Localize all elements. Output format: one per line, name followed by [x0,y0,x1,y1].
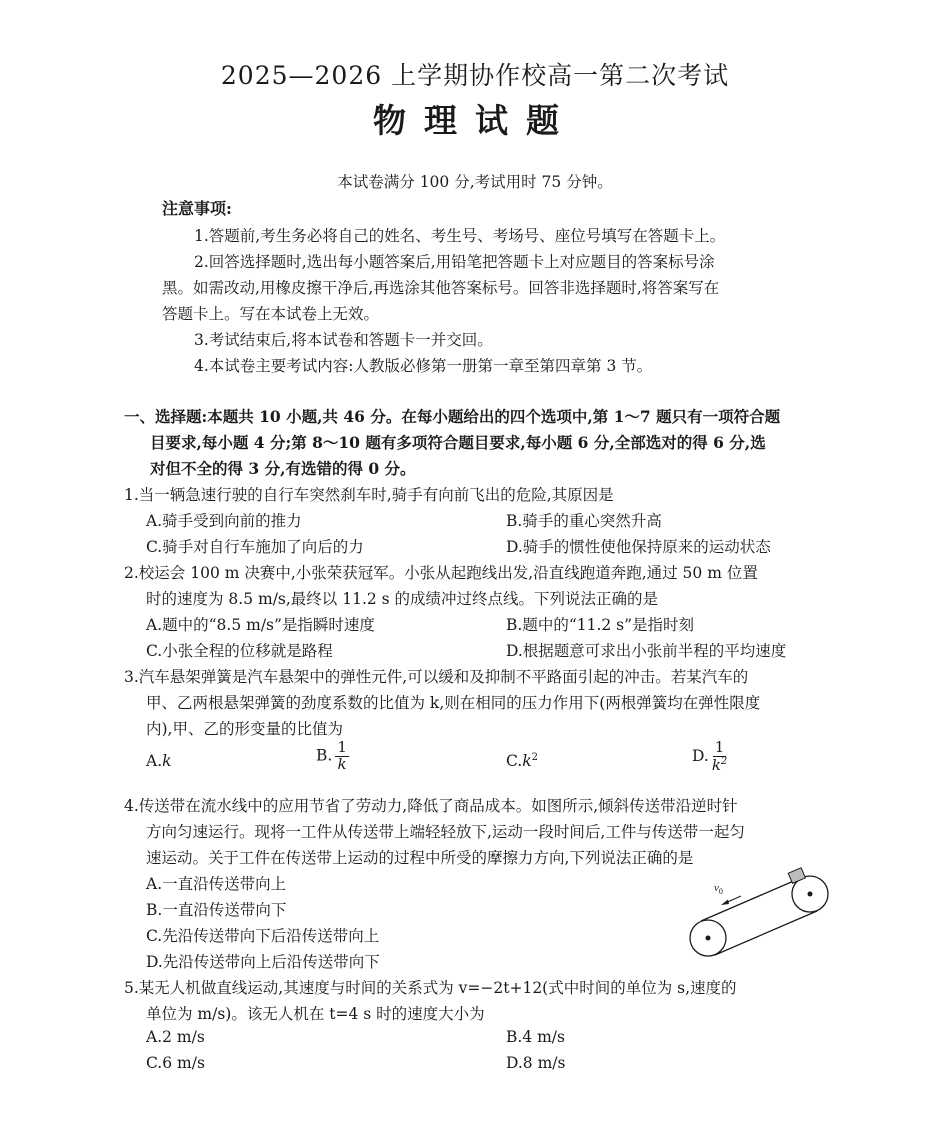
q1-stem: 1.当一辆急速行驶的自行车突然刹车时,骑手有向前飞出的危险,其原因是 [124,486,614,504]
q4-stem-line-3: 速运动。关于工件在传送带上运动的过程中所受的摩擦力方向,下列说法正确的是 [146,849,694,867]
notice-item-2-line-2: 黑。如需改动,用橡皮擦干净后,再选涂其他答案标号。回答非选择题时,将答案写在 [162,279,720,297]
notice-item-2-line-1: 2.回答选择题时,选出每小题答案后,用铅笔把答题卡上对应题目的答案标号涂 [194,253,715,271]
q4-stem-line-2: 方向匀速运行。现将一工件从传送带上端轻轻放下,运动一段时间后,工件与传送带一起匀 [146,823,745,841]
q1-option-b: B.骑手的重心突然升高 [506,512,662,530]
velocity-arrowhead-icon [721,900,729,906]
q3-option-a-value: k [162,752,172,770]
q3-option-a-label: A. [146,752,163,770]
section-1-heading-line-1: 一、选择题:本题共 10 小题,共 46 分。在每小题给出的四个选项中,第 1～7 题只有一项符合题 [124,407,781,426]
notice-item-3: 3.考试结束后,将本试卷和答题卡一并交回。 [194,331,493,349]
q5-option-b: B.4 m/s [506,1028,565,1046]
q4-stem-line-1: 4.传送带在流水线中的应用节省了劳动力,降低了商品成本。如图所示,倾斜传送带沿逆时针 [124,797,738,815]
workpiece-icon [788,868,805,884]
q3-option-d-den-base: k [711,755,721,774]
velocity-label [714,882,723,896]
section-1-heading-line-3: 对但不全的得 3 分,有选错的得 0 分。 [150,459,416,478]
q3-option-d [692,740,727,774]
q3-option-c-base: k [522,752,532,771]
q4-option-a: A.一直沿传送带向上 [146,875,287,893]
upper-pulley-axle-icon [808,892,813,897]
q3-option-b-label: B. [316,746,333,765]
q5-option-d: D.8 m/s [506,1054,566,1072]
q3-stem-line-2: 甲、乙两根悬架弹簧的劲度系数的比值为 k,则在相同的压力作用下(两根弹簧均在弹性限度 [146,694,761,712]
q3-option-b-numerator: 1 [337,738,347,756]
q2-stem-line-1: 2.校运会 100 m 决赛中,小张荣获冠军。小张从起跑线出发,沿直线跑道奔跑,通过 50 m 位置 [124,564,758,582]
score-line: 本试卷满分 100 分,考试用时 75 分钟。 [337,173,613,191]
q1-option-d: D.骑手的惯性使他保持原来的运动状态 [506,538,771,556]
belt-bottom-line [715,911,817,955]
q3-option-b-fraction [335,740,349,773]
q3-stem-line-3: 内),甲、乙的形变量的比值为 [146,720,343,738]
q3-option-c-label: C. [506,752,523,771]
q1-option-c: C.骑手对自行车施加了向后的力 [146,538,364,556]
q3-option-b [316,740,349,773]
notice-item-2-line-3: 答题卡上。写在本试卷上无效。 [162,305,380,323]
q5-option-c: C.6 m/s [146,1054,205,1072]
q4-option-d: D.先沿传送带向上后沿传送带向下 [146,953,380,971]
q3-option-d-fraction [712,740,727,774]
q4-option-b: B.一直沿传送带向下 [146,901,287,919]
q5-stem-line-1: 5.某无人机做直线运动,其速度与时间的关系式为 v=−2t+12(式中时间的单位为 s,速度的 [124,979,737,997]
q2-stem-line-2: 时的速度为 8.5 m/s,最终以 11.2 s 的成绩冲过终点线。下列说法正确的是 [146,590,659,608]
q2-option-d: D.根据题意可求出小张前半程的平均速度 [506,642,787,660]
velocity-label-base: v [714,882,719,894]
q5-option-a: A.2 m/s [146,1028,205,1046]
q2-option-c: C.小张全程的位移就是路程 [146,642,333,660]
exam-title: 2025—2026 上学期协作校高一第二次考试 [220,61,730,90]
q3-option-c [506,752,538,770]
lower-pulley-axle-icon [706,936,711,941]
notice-title: 注意事项: [162,199,232,218]
notice-item-1: 1.答题前,考生务必将自己的姓名、考生号、考场号、座位号填写在答题卡上。 [194,227,726,245]
q3-option-d-label: D. [692,746,709,765]
subject-title: 物理试题 [373,101,577,140]
q2-option-a: A.题中的“8.5 m/s”是指瞬时速度 [146,616,375,634]
section-1-heading-line-2: 目要求,每小题 4 分;第 8～10 题有多项符合题目要求,每小题 6 分,全部选对的得 6 分,选 [150,433,766,452]
q3-option-b-denominator: k [337,754,347,773]
q1-option-a: A.骑手受到向前的推力 [146,512,302,530]
q3-option-a [146,752,172,770]
q3-option-d-denominator [712,757,727,774]
q3-option-c-exponent: 2 [531,752,539,763]
q3-option-d-numerator: 1 [714,738,725,756]
q4-option-c: C.先沿传送带向下后沿传送带向上 [146,927,380,945]
conveyor-belt-figure [688,862,838,962]
velocity-label-sub: 0 [718,887,723,896]
q2-option-b: B.题中的“11.2 s”是指时刻 [506,616,695,634]
q5-stem-line-2: 单位为 m/s)。该无人机在 t=4 s 时的速度大小为 [146,1005,485,1023]
q3-option-d-den-exponent: 2 [720,755,728,767]
q3-stem-line-1: 3.汽车悬架弹簧是汽车悬架中的弹性元件,可以缓和及抑制不平路面引起的冲击。若某汽车的 [124,668,749,686]
notice-item-4: 4.本试卷主要考试内容:人教版必修第一册第一章至第四章第 3 节。 [194,357,653,375]
